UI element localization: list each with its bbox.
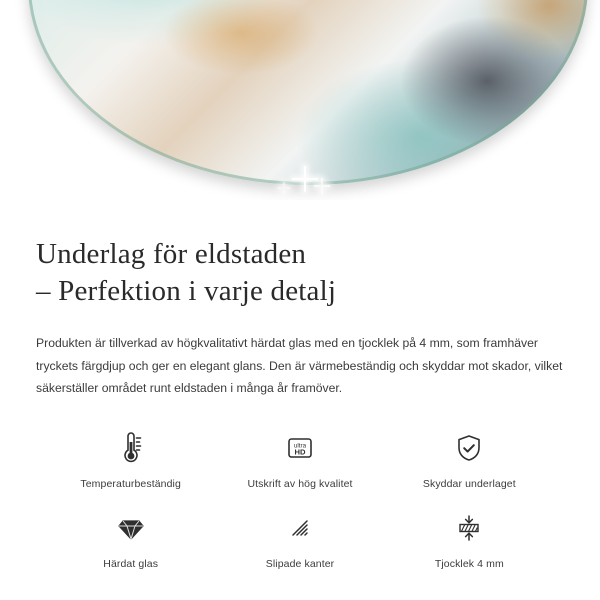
ultra-hd-icon (280, 426, 320, 470)
hero-product-image (0, 0, 600, 200)
diamond-icon (111, 506, 151, 550)
description-paragraph: Produkten är tillverkad av högkvalitativt härdat glas med en tjocklek på 4 mm, som framhäver tryckets färgdjup och ger en elegant glans. Den är värmebeständig och skyddar mot skador, vilket säkerställer området runt eldstaden i många år framöver. (36, 336, 563, 396)
feature-grid (36, 426, 564, 570)
feature-item (215, 506, 384, 570)
feature-label: Temperaturbeständig (80, 477, 181, 490)
feature-item (385, 426, 554, 490)
headline-line-1: Underlag för eldstaden (36, 238, 307, 270)
round-glass-panel (28, 0, 588, 185)
content-area (0, 236, 600, 570)
feature-item (215, 426, 384, 490)
shield-check-icon (449, 426, 489, 470)
page-title (36, 236, 564, 310)
feature-label: Tjocklek 4 mm (434, 557, 504, 570)
feature-item (46, 426, 215, 490)
feature-label: Utskrift av hög kvalitet (247, 477, 353, 490)
feature-item (385, 506, 554, 570)
feature-label: Härdat glas (103, 557, 159, 570)
feature-label: Skyddar underlaget (422, 477, 516, 490)
thickness-icon (449, 506, 489, 550)
headline-line-2: – Perfektion i varje detalj (36, 275, 337, 308)
feature-label: Slipade kanter (265, 557, 335, 570)
feature-item (46, 506, 215, 570)
polished-edges-icon (280, 506, 320, 550)
svg-text:ultra: ultra (293, 442, 307, 450)
svg-text:HD: HD (294, 447, 306, 457)
thermometer-icon (111, 426, 151, 470)
